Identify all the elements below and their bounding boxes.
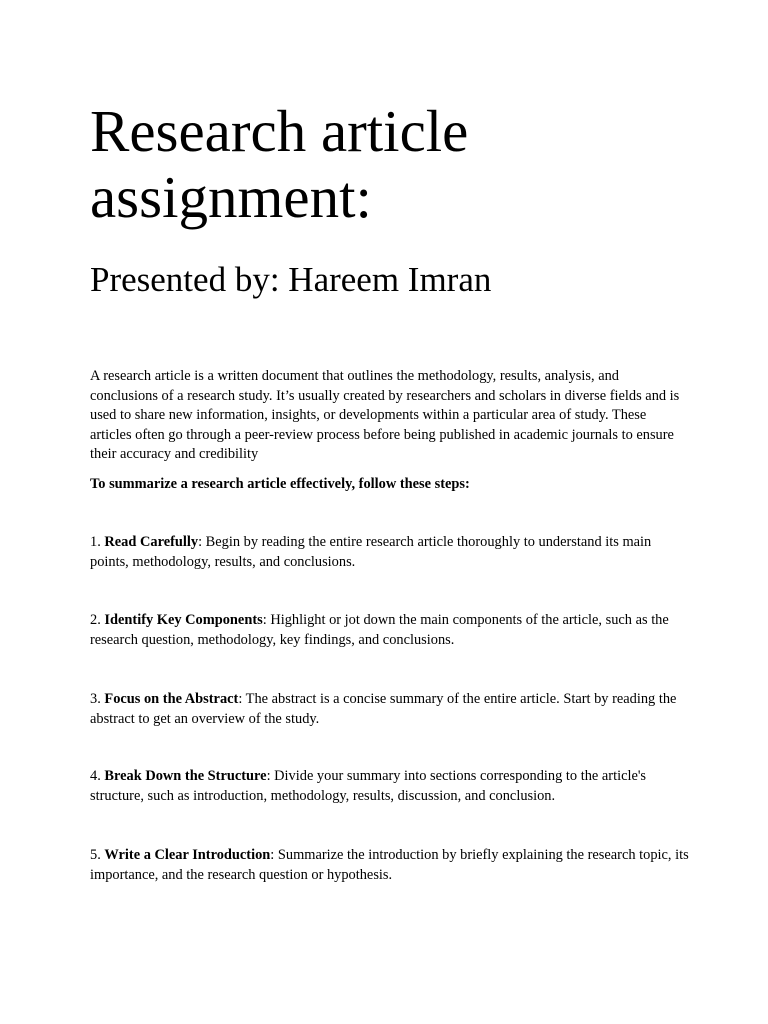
step-label: Identify Key Components (104, 612, 263, 628)
steps-heading: To summarize a research article effectively, follow these steps: (90, 476, 470, 492)
step-number: 4. (90, 768, 101, 784)
step-label: Write a Clear Introduction (104, 847, 271, 863)
step-number: 2. (90, 612, 101, 628)
intro-paragraph: A research article is a written document that outlines the methodology, results, analysis, and conclusions of a research study. It’s usually created by researchers and scholars in diverse fields and is used to share new information, insights, or developments within a particular area of study. These articles often go through a peer-review process before being published in academic journals to ensure their accuracy and credibility (90, 368, 680, 462)
step-label: Focus on the Abstract (104, 691, 239, 707)
document-title: Research article assignment: (90, 98, 469, 230)
step-item (90, 767, 690, 806)
step-item (90, 690, 690, 729)
step-number: 1. (90, 534, 101, 550)
step-item (90, 533, 690, 572)
step-label: Break Down the Structure (104, 768, 267, 784)
step-text: : Summarize the introduction by briefly explaining the research topic, its importance, and the research question or hypothesis. (90, 847, 689, 883)
step-text: : Divide your summary into sections corresponding to the article's structure, such as introduction, methodology, results, discussion, and conclusion. (90, 768, 647, 804)
step-item (90, 611, 690, 650)
step-item (90, 846, 690, 885)
step-text: : Highlight or jot down the main components of the article, such as the research question, methodology, key findings, and conclusions. (90, 612, 669, 648)
document-subtitle: Presented by: Hareem Imran (90, 260, 492, 299)
step-label: Read Carefully (104, 534, 199, 550)
step-number: 3. (90, 691, 101, 707)
step-text: : Begin by reading the entire research article thoroughly to understand its main points, methodology, results, and conclusions. (90, 534, 652, 570)
step-text: : The abstract is a concise summary of the entire article. Start by reading the abstract to get an overview of the study. (90, 691, 677, 727)
step-number: 5. (90, 847, 101, 863)
